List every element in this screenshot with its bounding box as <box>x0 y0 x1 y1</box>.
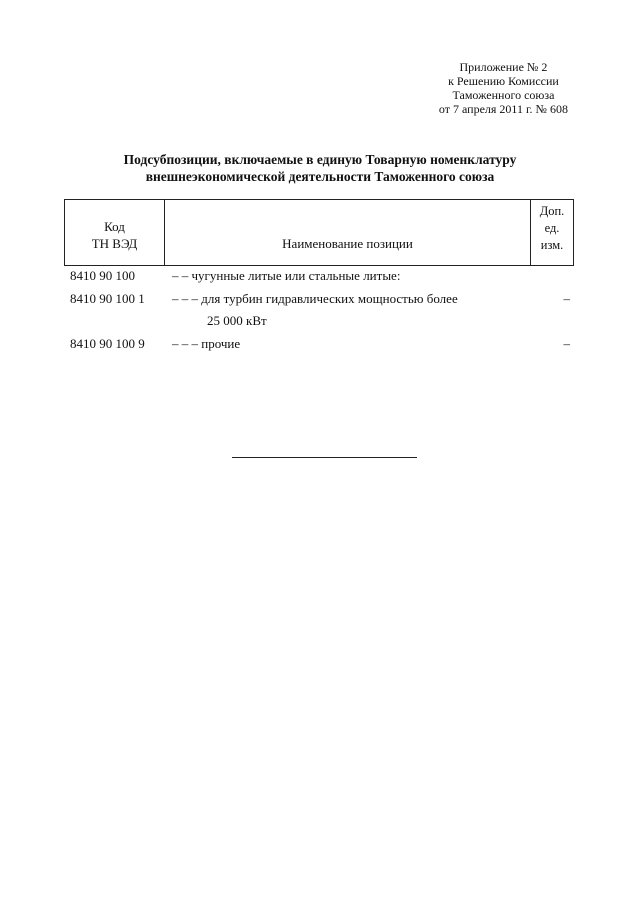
title-line-2: внешнеэкономической деятельности Таможенного союза <box>145 169 495 184</box>
row-code: 8410 90 100 1 <box>70 291 145 306</box>
header-code-line-1: Код <box>104 218 125 234</box>
header-name <box>165 200 531 265</box>
annex-date: от 7 апреля 2011 г. № 608 <box>438 102 568 116</box>
row-name: – – – прочие <box>172 336 241 351</box>
row-code: 8410 90 100 9 <box>70 336 145 351</box>
row-code: 8410 90 100 <box>70 268 135 283</box>
header-unit-line-3: изм. <box>540 238 564 252</box>
document-title <box>0 151 640 185</box>
title-line-1: Подсубпозиции, включаемые в единую Товарную номенклатуру <box>123 152 517 167</box>
row-unit: – <box>563 291 570 306</box>
annex-reference <box>439 60 568 116</box>
header-unit-line-1: Доп. <box>539 204 565 218</box>
header-name-label: Наименование позиции <box>282 236 413 251</box>
header-unit <box>531 200 573 265</box>
header-code <box>65 200 165 265</box>
annex-union: Таможенного союза <box>452 88 555 102</box>
annex-number: Приложение № 2 <box>459 60 548 74</box>
closing-rule <box>232 457 417 458</box>
header-code-line-2: ТН ВЭД <box>91 235 138 251</box>
row-name-continuation: 25 000 кВт <box>207 313 267 328</box>
row-name: – – – для турбин гидравлических мощностью более <box>172 291 458 306</box>
row-name: – – чугунные литые или стальные литые: <box>172 268 401 283</box>
row-unit: – <box>563 336 570 351</box>
table-header <box>64 199 574 266</box>
header-unit-line-2: ед. <box>544 221 560 235</box>
annex-decision: к Решению Комиссии <box>448 74 559 88</box>
